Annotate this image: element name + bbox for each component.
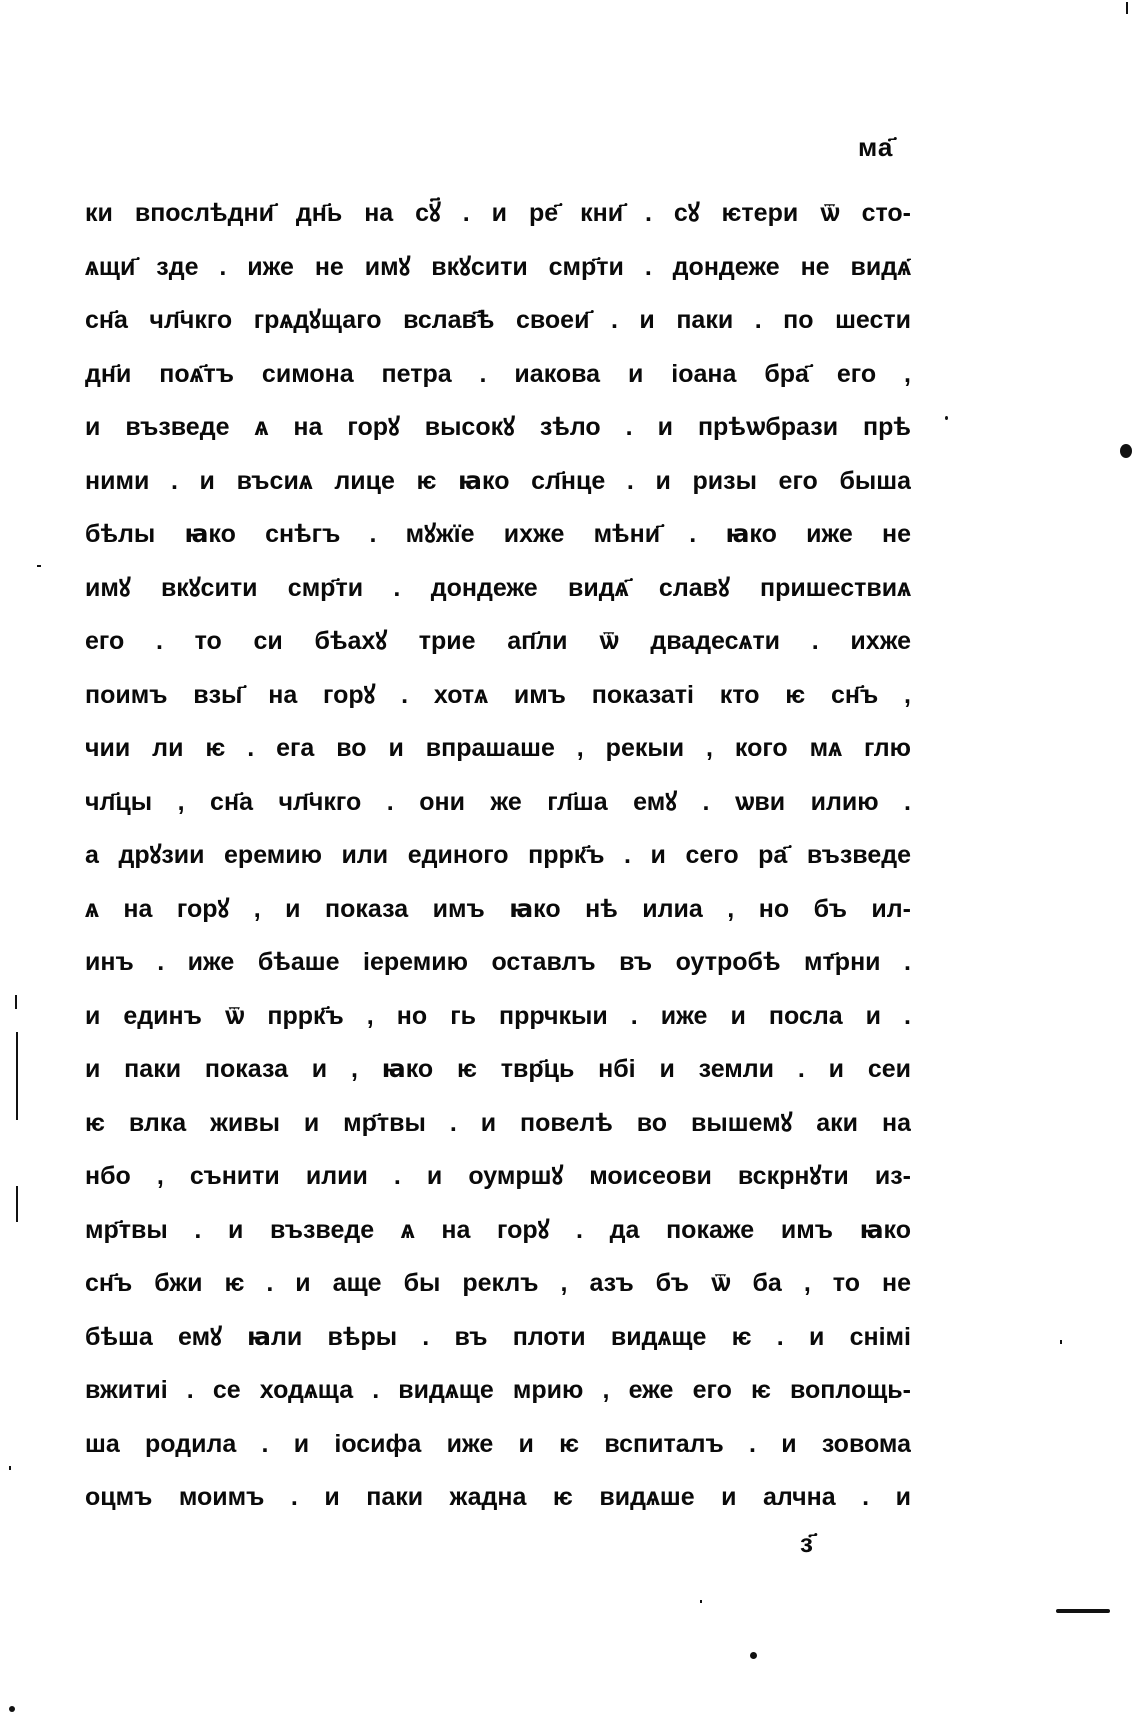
scan-speck <box>9 1466 11 1470</box>
scan-mark <box>1126 2 1128 14</box>
text-line: бѣша емꙋ ꙗли вѣры . въ плоти видѧще ѥ . и снімі <box>85 1322 911 1351</box>
text-line: инъ . иже бѣаше іеремию оставлъ въ оутробѣ мт҃рни . <box>85 948 911 976</box>
text-line: ѧщи҃ зде . иже не имꙋ вкꙋсити смр҃ти . дондеже не видѧ҃ <box>85 252 911 281</box>
text-line: ѥ влка живы и мр҃твы . и повелѣ во вышемꙋ аки на <box>85 1108 911 1137</box>
margin-rule <box>16 1032 18 1120</box>
text-line: и паки показа и , ꙗко ѥ твр҃ць нбі и земли . и сеи <box>85 1055 911 1083</box>
text-line: и възведе ѧ на горꙋ высокꙋ зѣло . и прѣѡбрази прѣ <box>85 413 911 441</box>
scan-speck <box>9 1706 15 1712</box>
scan-blot <box>1120 444 1132 458</box>
scan-speck <box>945 416 948 420</box>
text-line: а дрꙋзии еремию или единого пррк҃ъ . и сего ра҃ възведе <box>85 841 911 869</box>
text-line: ша родила . и іосифа иже и ѥ вспиталъ . и зовома <box>85 1429 911 1458</box>
text-line: вжитиі . се ходѧща . видѧще мрию , еже его ѥ воплощь- <box>85 1376 911 1404</box>
text-line: сн҃ъ бжи ѥ . и аще бы реклъ , азъ бъ ѿ ба , то не <box>85 1269 911 1297</box>
text-line: и единъ ѿ пррк҃ъ , но гь пррчкыи . иже и посла и . <box>85 1001 911 1030</box>
margin-rule <box>15 995 17 1009</box>
text-line: мр҃твы . и възведе ѧ на горꙋ . да покаже имъ ꙗко <box>85 1215 911 1244</box>
text-line: имꙋ вкꙋсити смр҃ти . дондеже видѧ҃ славꙋ пришествиѧ <box>85 573 911 602</box>
scan-speck <box>700 1600 702 1603</box>
margin-rule <box>16 1186 18 1222</box>
page-text <box>85 187 911 1525</box>
text-line: дн҃и поѧ҃тъ симона петра . иакова и іоана бра҃ его , <box>85 359 911 388</box>
text-line: ки впослѣдни҃ дн҃ь на сꙋ҃ . и ре҃ кни҃ . сꙋ ѥтери ѿ сто- <box>85 199 911 227</box>
scan-speck <box>37 565 41 567</box>
scan-dash <box>1056 1609 1110 1613</box>
text-line: оцмъ моимъ . и паки жадна ѥ видѧше и алчна . и <box>85 1483 911 1511</box>
text-line: чии ли ѥ . ега во и впрашаше , рекыи , кого мѧ глю <box>85 734 911 762</box>
scan-speck <box>1060 1340 1062 1344</box>
page-number: ма҃ <box>858 132 894 162</box>
text-line: ними . и въсиѧ лице ѥ ꙗко сл҃нце . и ризы его быша <box>85 466 911 495</box>
text-line: чл҃цы , сн҃а чл҃чкго . они же гл҃ша емꙋ . ѡви илию . <box>85 787 911 816</box>
text-line: сн҃а чл҃чкго грѧдꙋщаго вслав҃ѣ своеи҃ . и паки . по шести <box>85 306 911 334</box>
text-line: бѣлы ꙗко снѣгъ . мꙋжїе ихже мѣни҃ . ꙗко иже не <box>85 520 911 548</box>
scan-speck <box>750 1652 757 1659</box>
signature-mark: з҃ <box>800 1528 813 1558</box>
text-line: поимъ взы҃ на горꙋ . хотѧ имъ показаті кто ѥ сн҃ъ , <box>85 680 911 709</box>
text-line: его . то си бѣахꙋ трие ап҃ли ѿ двадесѧти . ихже <box>85 627 911 655</box>
text-line: ѧ на горꙋ , и показа имъ ꙗко нѣ илиа , но бъ ил- <box>85 894 911 923</box>
text-line: нбо , сънити илии . и оумршꙋ моисеови вскрнꙋти из- <box>85 1162 911 1190</box>
